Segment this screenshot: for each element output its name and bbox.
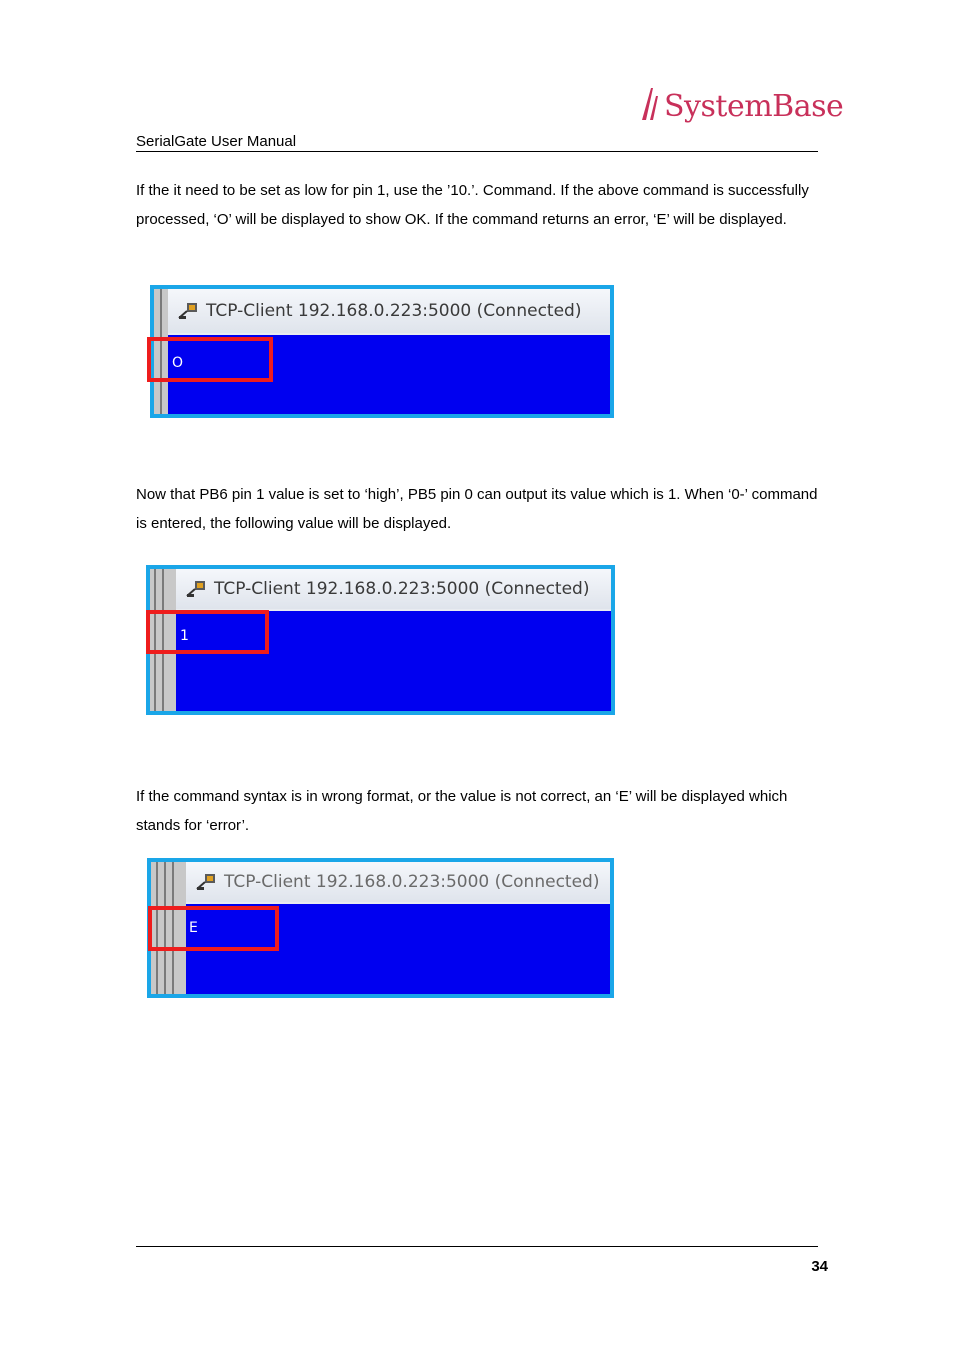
console-output: E [189,920,198,936]
header-divider [136,151,818,152]
network-client-icon [196,873,218,891]
console-output: 1 [180,628,189,644]
paragraph-1: If the it need to be set as low for pin 1, use the ’10.’. Command. If the above command is successfully processed, ‘O’ will be displayed to show OK. If the command returns an error, ‘E’ will be displayed. [136,182,809,228]
brand-logo [640,78,843,122]
page-number: 34 [811,1258,828,1275]
highlight-box [148,906,279,951]
network-client-icon [178,302,200,320]
console-output: O [172,355,184,371]
systembase-logo-icon [640,84,662,122]
document-title: SerialGate User Manual [136,133,297,150]
window-titlebar [176,569,611,611]
window-titlebar [186,862,610,904]
window-title: TCP-Client 192.168.0.223:5000 (Connected) [224,872,600,892]
paragraph-3: If the command syntax is in wrong format, or the value is not correct, an ‘E’ will be displayed which stands for ‘error’. [136,788,788,834]
paragraph-2: Now that PB6 pin 1 value is set to ‘high’, PB5 pin 0 can output its value which is 1. When ‘0-’ command is entered, the following value will be displayed. [136,486,818,532]
window-title: TCP-Client 192.168.0.223:5000 (Connected) [206,301,582,321]
highlight-box [147,337,273,382]
footer-divider [136,1246,818,1247]
highlight-box [146,610,269,654]
brand-name: SystemBase [664,89,844,124]
window-titlebar [168,289,610,335]
network-client-icon [186,580,208,598]
window-title: TCP-Client 192.168.0.223:5000 (Connected) [214,579,590,599]
